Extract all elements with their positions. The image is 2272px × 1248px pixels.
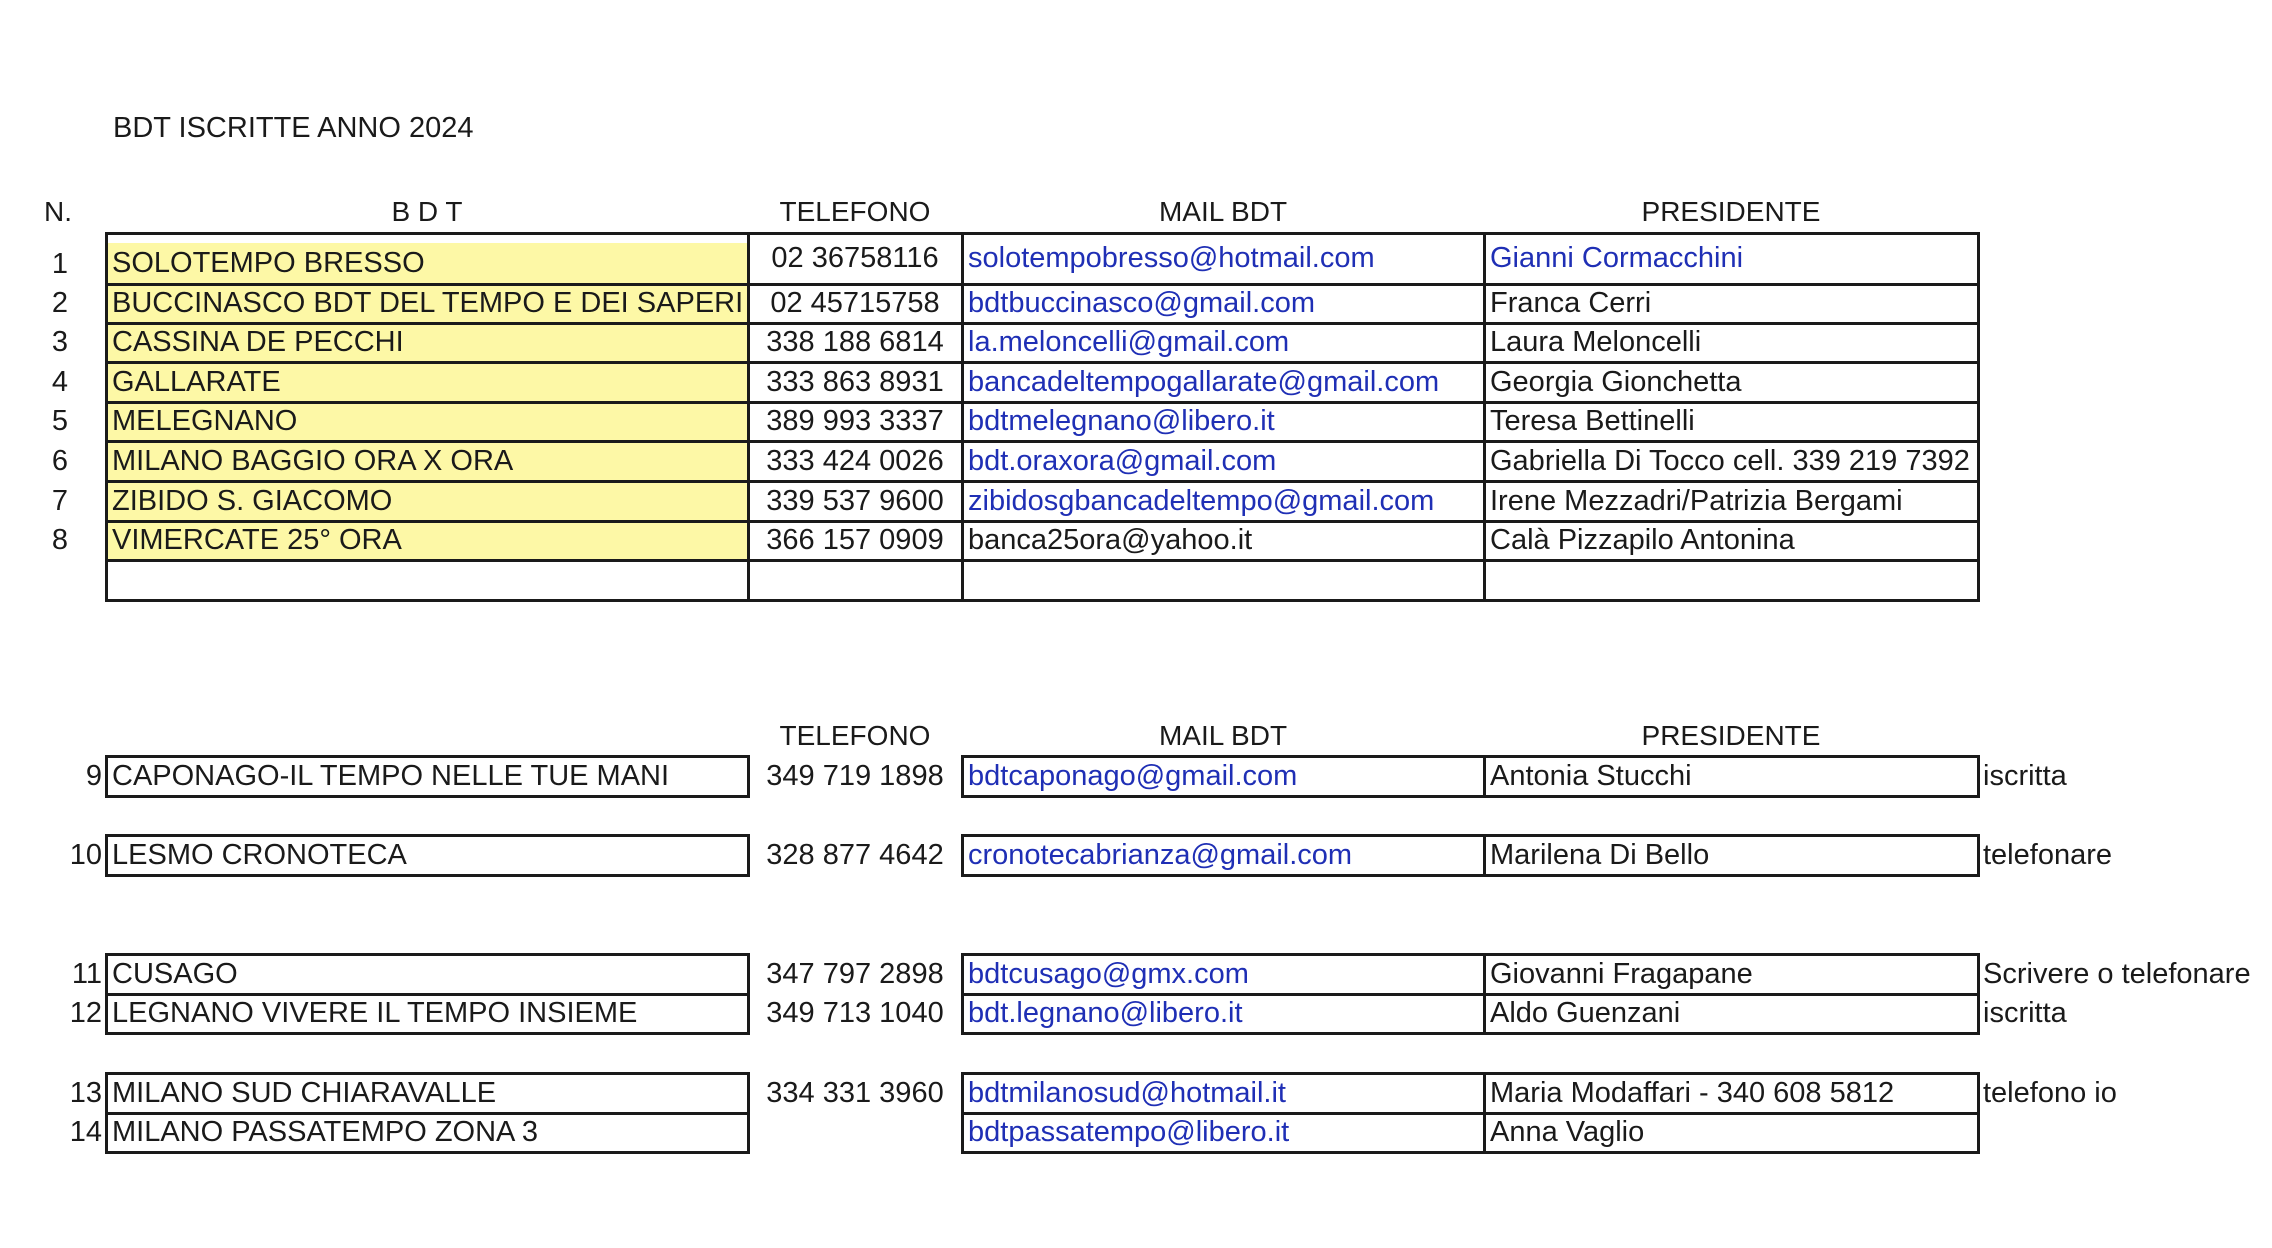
email-cell-text: bdtcusago@gmx.com bbox=[968, 957, 1249, 990]
president-cell-text: Antonia Stucchi bbox=[1490, 759, 1692, 792]
table-rule bbox=[106, 480, 1979, 483]
phone-cell bbox=[748, 1073, 962, 1113]
bdt-name-cell bbox=[106, 243, 748, 284]
table-rule bbox=[106, 1032, 749, 1035]
email-cell-text: cronotecabrianza@gmail.com bbox=[968, 838, 1353, 871]
bdt-name-cell bbox=[106, 481, 748, 521]
table-rule bbox=[1977, 953, 1980, 1035]
table-rule bbox=[747, 755, 750, 798]
table-rule bbox=[1483, 1072, 1486, 1154]
bdt-name-cell bbox=[106, 284, 748, 323]
table-rule bbox=[1977, 1072, 1980, 1154]
phone-cell bbox=[748, 481, 962, 521]
president-cell-text: Calà Pizzapilo Antonina bbox=[1490, 524, 1795, 556]
status-note: telefonare bbox=[1983, 839, 2112, 871]
email-cell[interactable] bbox=[962, 362, 1484, 402]
email-cell-text: bdtbuccinasco@gmail.com bbox=[968, 287, 1315, 319]
header-telefono: TELEFONO bbox=[779, 196, 931, 227]
bdt-name-cell bbox=[106, 756, 748, 796]
header-mail: MAIL BDT bbox=[1158, 196, 1288, 227]
bdt-name-cell-text: ZIBIDO S. GIACOMO bbox=[112, 484, 393, 517]
president-cell-text: Aldo Guenzani bbox=[1490, 997, 1681, 1029]
table-rule bbox=[105, 834, 108, 877]
row-number: 13 bbox=[69, 1077, 102, 1109]
header-bdt: B D T bbox=[391, 196, 463, 227]
email-cell[interactable] bbox=[962, 1113, 1484, 1152]
email-cell-text: solotempobresso@hotmail.com bbox=[968, 242, 1375, 274]
email-cell[interactable] bbox=[962, 233, 1484, 284]
president-cell[interactable] bbox=[1484, 233, 1978, 284]
phone-cell-text: 349 719 1898 bbox=[766, 759, 944, 792]
table-rule bbox=[747, 953, 750, 1035]
table-rule bbox=[1483, 755, 1486, 798]
bdt-name-cell-text: CASSINA DE PECCHI bbox=[112, 326, 404, 358]
bdt-name-cell bbox=[106, 1113, 748, 1152]
table-rule bbox=[747, 232, 750, 602]
phone-cell bbox=[748, 284, 962, 323]
email-cell[interactable] bbox=[962, 994, 1484, 1033]
header-presidente: PRESIDENTE bbox=[1641, 196, 1821, 227]
phone-cell bbox=[748, 441, 962, 481]
table-rule bbox=[106, 283, 1979, 286]
president-cell bbox=[1484, 1113, 1978, 1152]
phone-cell-text: 338 188 6814 bbox=[766, 326, 944, 358]
bdt-name-cell-text: CUSAGO bbox=[112, 957, 238, 990]
bdt-name-cell bbox=[106, 362, 748, 402]
status-note: telefono io bbox=[1983, 1077, 2117, 1109]
email-cell-text: bdtmilanosud@hotmail.it bbox=[968, 1076, 1286, 1109]
email-cell-text: zibidosgbancadeltempo@gmail.com bbox=[968, 484, 1435, 517]
email-cell[interactable] bbox=[962, 284, 1484, 323]
email-cell-text: bdtcaponago@gmail.com bbox=[968, 759, 1298, 792]
table-rule bbox=[105, 953, 108, 1035]
row-number: 12 bbox=[69, 997, 102, 1029]
bdt-name-cell-text: VIMERCATE 25° ORA bbox=[112, 524, 402, 556]
row-number: 11 bbox=[71, 958, 102, 990]
president-cell bbox=[1484, 362, 1978, 402]
email-cell-text: bdt.oraxora@gmail.com bbox=[968, 444, 1277, 477]
president-cell-text: Franca Cerri bbox=[1490, 287, 1652, 319]
row-number: 3 bbox=[51, 326, 69, 358]
email-cell[interactable] bbox=[962, 402, 1484, 441]
president-cell bbox=[1484, 402, 1978, 441]
president-cell-text: Georgia Gionchetta bbox=[1490, 365, 1742, 398]
table-rule bbox=[961, 232, 964, 602]
status-note: iscritta bbox=[1983, 760, 2067, 792]
status-note: Scrivere o telefonare bbox=[1983, 958, 2251, 990]
phone-cell-text: 334 331 3960 bbox=[766, 1076, 944, 1109]
president-cell-text: Laura Meloncelli bbox=[1490, 326, 1702, 358]
table-rule bbox=[106, 322, 1979, 325]
table-rule bbox=[106, 795, 749, 798]
table-rule bbox=[106, 559, 1979, 562]
president-cell bbox=[1484, 994, 1978, 1033]
bdt-name-cell-text: MILANO PASSATEMPO ZONA 3 bbox=[112, 1116, 538, 1148]
table-rule bbox=[962, 993, 1979, 996]
bdt-name-cell-text: MILANO BAGGIO ORA X ORA bbox=[112, 444, 514, 477]
table-rule bbox=[961, 953, 964, 1035]
president-cell-text: Teresa Bettinelli bbox=[1490, 405, 1695, 437]
header2-presidente: PRESIDENTE bbox=[1641, 720, 1821, 751]
table-rule bbox=[106, 874, 749, 877]
table-rule bbox=[961, 834, 964, 877]
header-num: N. bbox=[44, 196, 72, 227]
row-number: 8 bbox=[51, 524, 69, 556]
email-cell-text: bdtmelegnano@libero.it bbox=[968, 405, 1275, 437]
table-rule bbox=[106, 361, 1979, 364]
bdt-name-cell-text: BUCCINASCO BDT DEL TEMPO E DEI SAPERI bbox=[112, 287, 744, 319]
email-cell[interactable] bbox=[962, 481, 1484, 521]
table-rule bbox=[962, 795, 1979, 798]
phone-cell-text: 328 877 4642 bbox=[766, 838, 944, 871]
phone-cell bbox=[748, 994, 962, 1033]
row-number: 9 bbox=[85, 760, 102, 792]
email-cell-text: la.meloncelli@gmail.com bbox=[968, 326, 1290, 358]
table-rule bbox=[106, 401, 1979, 404]
table-rule bbox=[105, 755, 108, 798]
president-cell-text: Marilena Di Bello bbox=[1490, 838, 1710, 871]
president-cell bbox=[1484, 954, 1978, 994]
table-rule bbox=[105, 232, 108, 602]
president-cell-text: Irene Mezzadri/Patrizia Bergami bbox=[1490, 484, 1903, 517]
email-cell[interactable] bbox=[962, 1073, 1484, 1113]
bdt-name-cell bbox=[106, 835, 748, 875]
row-number: 5 bbox=[51, 405, 69, 437]
president-cell bbox=[1484, 441, 1978, 481]
table-rule bbox=[106, 993, 749, 996]
table-rule bbox=[106, 1072, 749, 1075]
president-cell-text: Giovanni Fragapane bbox=[1490, 957, 1753, 990]
email-cell[interactable] bbox=[962, 835, 1484, 875]
phone-cell-text: 389 993 3337 bbox=[766, 405, 944, 437]
bdt-name-cell-text: LESMO CRONOTECA bbox=[112, 838, 407, 871]
table-rule bbox=[1483, 953, 1486, 1035]
email-cell[interactable] bbox=[962, 441, 1484, 481]
president-cell bbox=[1484, 323, 1978, 362]
table-rule bbox=[1483, 834, 1486, 877]
phone-cell-text: 333 863 8931 bbox=[766, 365, 944, 398]
table-rule bbox=[1977, 755, 1980, 798]
phone-cell-text: 02 36758116 bbox=[771, 242, 939, 274]
email-cell bbox=[962, 521, 1484, 560]
table-rule bbox=[962, 874, 1979, 877]
table-rule bbox=[962, 755, 1979, 758]
bdt-name-cell bbox=[106, 1073, 748, 1113]
bdt-name-cell bbox=[106, 954, 748, 994]
table-rule bbox=[106, 953, 749, 956]
email-cell-text: bdtpassatempo@libero.it bbox=[968, 1116, 1290, 1148]
phone-cell-text: 333 424 0026 bbox=[766, 444, 944, 477]
phone-cell bbox=[748, 756, 962, 796]
table-rule bbox=[962, 1072, 1979, 1075]
president-cell bbox=[1484, 284, 1978, 323]
bdt-name-cell bbox=[106, 402, 748, 441]
president-cell bbox=[1484, 835, 1978, 875]
row-number: 10 bbox=[69, 839, 102, 871]
bdt-name-cell-text: GALLARATE bbox=[112, 365, 281, 398]
header2-telefono: TELEFONO bbox=[779, 720, 931, 751]
row-number: 2 bbox=[51, 287, 69, 319]
bdt-name-cell bbox=[106, 994, 748, 1033]
email-cell[interactable] bbox=[962, 954, 1484, 994]
phone-cell-text: 02 45715758 bbox=[770, 287, 940, 319]
table-rule bbox=[1977, 232, 1980, 602]
bdt-name-cell-text: MILANO SUD CHIARAVALLE bbox=[112, 1076, 497, 1109]
row-number: 14 bbox=[69, 1116, 102, 1148]
president-cell bbox=[1484, 521, 1978, 560]
table-rule bbox=[106, 1151, 749, 1154]
phone-cell bbox=[748, 233, 962, 284]
table-rule bbox=[106, 1112, 749, 1115]
email-cell[interactable] bbox=[962, 323, 1484, 362]
table-rule bbox=[747, 834, 750, 877]
phone-cell bbox=[748, 521, 962, 560]
phone-cell-text: 339 537 9600 bbox=[766, 484, 944, 517]
table-rule bbox=[1483, 232, 1486, 602]
table-rule bbox=[106, 440, 1979, 443]
page-title: BDT ISCRITTE ANNO 2024 bbox=[113, 112, 474, 144]
bdt-name-cell-text: CAPONAGO-IL TEMPO NELLE TUE MANI bbox=[112, 759, 670, 792]
row-number: 1 bbox=[51, 248, 69, 280]
row-number: 4 bbox=[51, 366, 69, 398]
table-rule bbox=[962, 1151, 1979, 1154]
phone-cell bbox=[748, 323, 962, 362]
president-cell bbox=[1484, 1073, 1978, 1113]
table-rule bbox=[962, 1032, 1979, 1035]
table-rule bbox=[747, 1072, 750, 1154]
phone-cell bbox=[748, 835, 962, 875]
phone-cell-text: 347 797 2898 bbox=[766, 957, 944, 990]
row-number: 6 bbox=[51, 445, 69, 477]
table-rule bbox=[962, 1112, 1979, 1115]
table-rule bbox=[962, 834, 1979, 837]
bdt-name-cell bbox=[106, 441, 748, 481]
table-rule bbox=[105, 1072, 108, 1154]
table-rule bbox=[1977, 834, 1980, 877]
bdt-name-cell-text: SOLOTEMPO BRESSO bbox=[112, 247, 425, 279]
table-rule bbox=[106, 834, 749, 837]
email-cell-text: bdt.legnano@libero.it bbox=[968, 997, 1243, 1029]
phone-cell bbox=[748, 402, 962, 441]
bdt-name-cell bbox=[106, 323, 748, 362]
table-rule bbox=[961, 1072, 964, 1154]
table-rule bbox=[106, 599, 1979, 602]
table-rule bbox=[106, 520, 1979, 523]
row-number: 7 bbox=[51, 485, 69, 517]
president-cell-text: Maria Modaffari - 340 608 5812 bbox=[1490, 1076, 1895, 1109]
president-cell-text: Gianni Cormacchini bbox=[1490, 242, 1744, 274]
header2-mail: MAIL BDT bbox=[1158, 720, 1288, 751]
bdt-name-cell bbox=[106, 521, 748, 560]
table-rule bbox=[106, 232, 1979, 235]
phone-cell bbox=[748, 1113, 962, 1152]
status-note: iscritta bbox=[1983, 997, 2067, 1029]
bdt-name-cell-text: LEGNANO VIVERE IL TEMPO INSIEME bbox=[112, 997, 638, 1029]
president-cell bbox=[1484, 481, 1978, 521]
president-cell-text: Anna Vaglio bbox=[1490, 1116, 1645, 1148]
email-cell-text: banca25ora@yahoo.it bbox=[968, 524, 1253, 556]
president-cell-text: Gabriella Di Tocco cell. 339 219 7392 bbox=[1490, 444, 1970, 477]
email-cell-text: bancadeltempogallarate@gmail.com bbox=[968, 365, 1440, 398]
email-cell[interactable] bbox=[962, 756, 1484, 796]
bdt-name-cell-text: MELEGNANO bbox=[112, 405, 298, 437]
phone-cell bbox=[748, 954, 962, 994]
phone-cell-text: 366 157 0909 bbox=[766, 524, 944, 556]
phone-cell bbox=[748, 362, 962, 402]
phone-cell-text: 349 713 1040 bbox=[766, 997, 944, 1029]
table-rule bbox=[106, 755, 749, 758]
table-rule bbox=[962, 953, 1979, 956]
table-rule bbox=[961, 755, 964, 798]
president-cell bbox=[1484, 756, 1978, 796]
